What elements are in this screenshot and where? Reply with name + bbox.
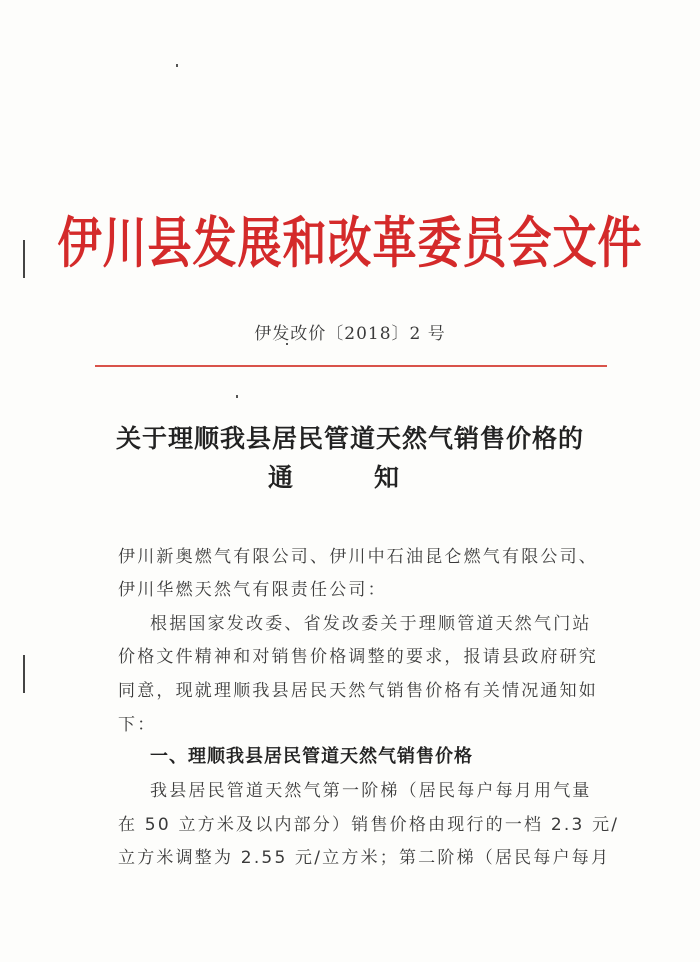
red-divider-line	[95, 365, 607, 367]
document-number: 伊发改价〔2018〕2 号	[254, 324, 446, 344]
paragraph-line: 立方米调整为 2.55 元/立方米；第二阶梯（居民每户每月	[118, 848, 611, 868]
paragraph-line: 同意，现就理顺我县居民天然气销售价格有关情况通知如	[118, 681, 598, 701]
paragraph-line: 价格文件精神和对销售价格调整的要求，报请县政府研究	[118, 647, 598, 667]
paragraph-line: 在 50 立方米及以内部分）销售价格由现行的一档 2.3 元/	[118, 815, 620, 835]
recipients-line: 伊川新奥燃气有限公司、伊川中石油昆仑燃气有限公司、	[118, 547, 598, 567]
binding-margin-mark	[23, 655, 25, 693]
notice-title: 关于理顺我县居民管道天然气销售价格的	[115, 424, 584, 453]
paragraph-line: 我县居民管道天然气第一阶梯（居民每户每月用气量	[150, 781, 592, 801]
issuer-header-title: 伊川县发展和改革委员会文件	[57, 211, 643, 276]
scan-speck	[236, 395, 238, 398]
recipients-line: 伊川华燃天然气有限责任公司：	[118, 580, 387, 600]
scan-speck	[176, 64, 178, 67]
paragraph-line: 下：	[118, 715, 157, 735]
notice-title-char-1: 通	[268, 463, 294, 492]
section-heading: 一、理顺我县居民管道天然气销售价格	[150, 746, 473, 767]
notice-title-char-2: 知	[374, 463, 400, 492]
paragraph-line: 根据国家发改委、省发改委关于理顺管道天然气门站	[150, 614, 592, 634]
